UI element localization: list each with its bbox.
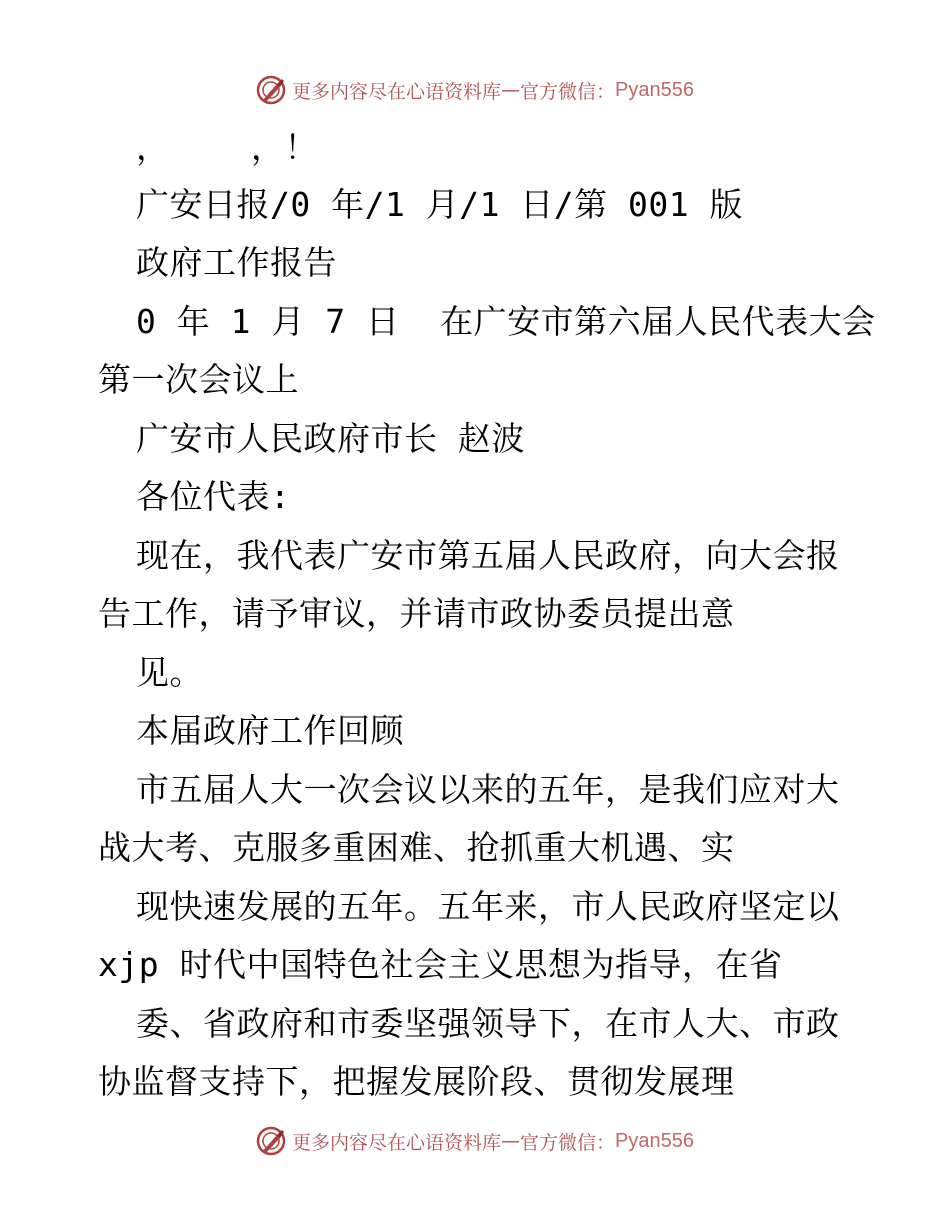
salutation: 各位代表: bbox=[136, 477, 291, 516]
text-line: 协监督支持下，把握发展阶段、贯彻发展理 bbox=[98, 1062, 735, 1101]
header-banner bbox=[0, 70, 950, 110]
text-line: ， ，！ bbox=[136, 128, 318, 167]
text-line: 告工作，请予审议，并请市政协委员提出意 bbox=[98, 594, 735, 633]
text-line: xjp 时代中国特色社会主义思想为指导，在省 bbox=[98, 945, 783, 984]
document-title: 政府工作报告 bbox=[136, 243, 337, 282]
header-wechat-label: 官方微信： bbox=[520, 80, 616, 103]
footer-banner-separator: — bbox=[501, 1130, 521, 1152]
footer-wechat-label: 官方微信： bbox=[520, 1131, 616, 1154]
pen-logo-icon bbox=[256, 75, 286, 105]
text-line: 第一次会议上 bbox=[98, 360, 299, 399]
header-wechat-id: Pyan556 bbox=[615, 78, 694, 101]
header-banner-separator: — bbox=[501, 79, 521, 101]
newspaper-source-line: 广安日报/0 年/1 月/1 日/第 001 版 bbox=[136, 185, 744, 224]
meeting-date-line: 0 年 1 月 7 日 在广安市第六届人民代表大会 bbox=[136, 302, 876, 341]
section-heading: 本届政府工作回顾 bbox=[136, 711, 404, 750]
text-line: 现在，我代表广安市第五届人民政府，向大会报 bbox=[136, 536, 840, 575]
footer-banner-text: 更多内容尽在心语资料库 bbox=[292, 1131, 502, 1154]
text-line: 战大考、克服多重困难、抢抓重大机遇、实 bbox=[98, 828, 735, 867]
text-line: 市五届人大一次会议以来的五年，是我们应对大 bbox=[136, 770, 840, 809]
footer-wechat-id: Pyan556 bbox=[615, 1129, 694, 1152]
text-line: 见。 bbox=[136, 653, 203, 692]
text-line: 委、省政府和市委坚强领导下，在市人大、市政 bbox=[136, 1004, 840, 1043]
header-banner-text: 更多内容尽在心语资料库 bbox=[292, 80, 502, 103]
speaker-line: 广安市人民政府市长 赵波 bbox=[136, 419, 525, 458]
pen-logo-icon bbox=[256, 1126, 286, 1156]
footer-banner bbox=[0, 1121, 950, 1161]
text-line: 现快速发展的五年。五年来，市人民政府坚定以 bbox=[136, 887, 840, 926]
